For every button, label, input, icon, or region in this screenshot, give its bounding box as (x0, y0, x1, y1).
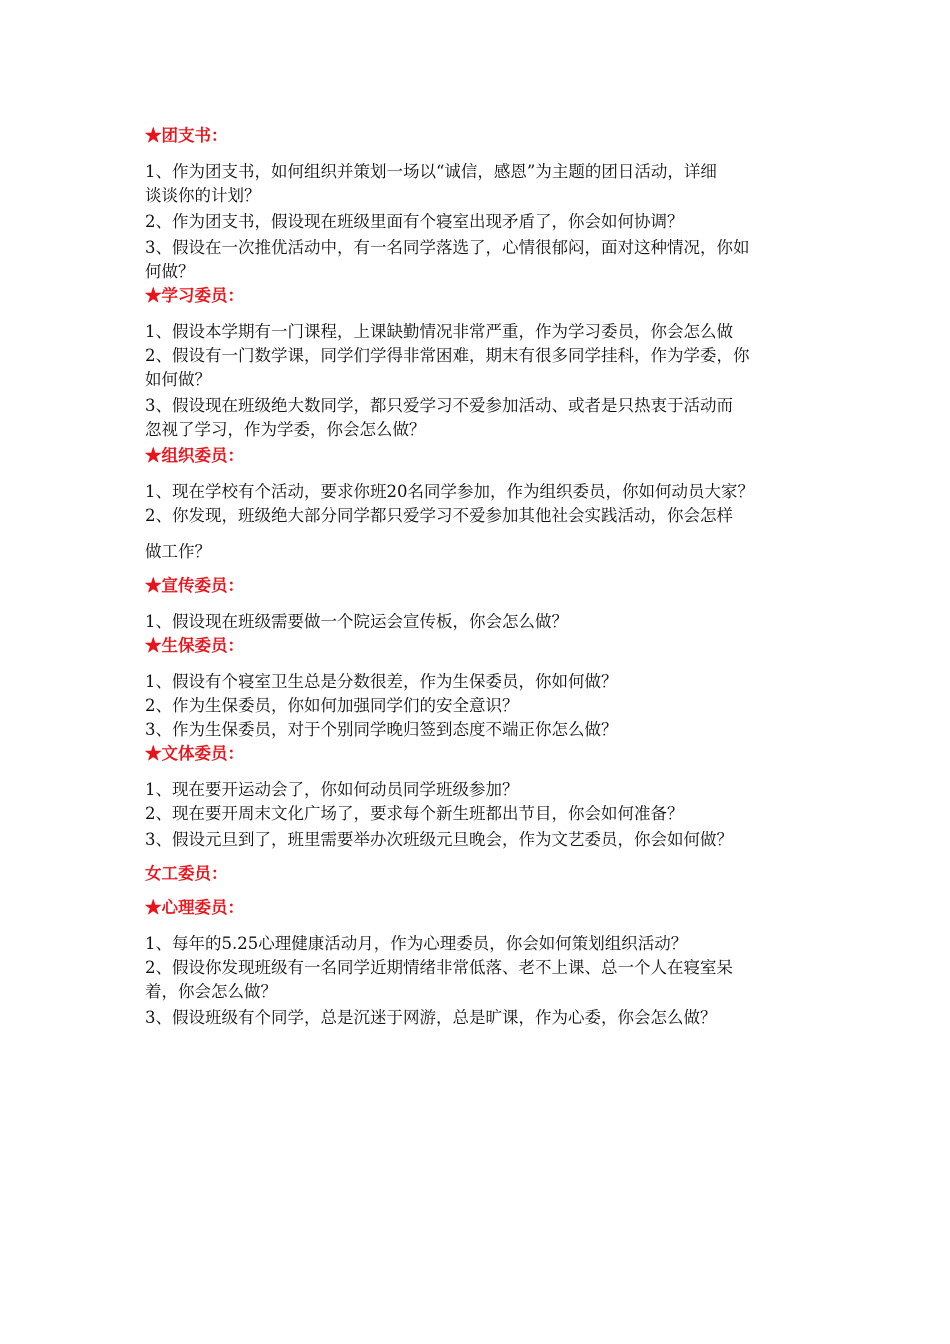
question-line: 2、作为团支书，假设现在班级里面有个寝室出现矛盾了，你会如何协调？ (145, 212, 684, 231)
section-heading-nvgong: 女工委员： (145, 864, 228, 883)
question-line: 3、假设元旦到了，班里需要举办次班级元旦晚会，作为文艺委员，你会如何做？ (145, 830, 733, 849)
question-line: 2、作为生保委员，你如何加强同学们的安全意识？ (145, 696, 519, 715)
question-line: 2、假设你发现班级有一名同学近期情绪非常低落、老不上课、总一个人在寝室呆 (145, 958, 733, 977)
question-line: 2、假设有一门数学课，同学们学得非常困难，期末有很多同学挂科，作为学委，你 (145, 346, 750, 365)
question-line: 2、你发现，班级绝大部分同学都只爱学习不爱参加其他社会实践活动，你会怎样 (145, 506, 733, 525)
question-line: 1、假设现在班级需要做一个院运会宣传板，你会怎么做？ (145, 612, 568, 631)
section-heading-xuanchuan: ★宣传委员： (145, 576, 244, 595)
question-line: 谈谈你的计划？ (145, 186, 261, 205)
question-line: 忽视了学习，作为学委，你会怎么做？ (145, 420, 426, 439)
section-heading-xuexi: ★学习委员： (145, 286, 244, 305)
question-line: 1、假设本学期有一门课程，上课缺勤情况非常严重，作为学习委员，你会怎么做 (145, 322, 733, 341)
question-line: 3、假设在一次推优活动中，有一名同学落选了，心情很郁闷，面对这种情况，你如 (145, 238, 750, 257)
question-line: 何做？ (145, 262, 195, 281)
question-line: 3、假设现在班级绝大数同学，都只爱学习不爱参加活动、或者是只热衷于活动而 (145, 396, 733, 415)
question-line: 3、假设班级有个同学，总是沉迷于网游，总是旷课，作为心委，你会怎么做？ (145, 1008, 717, 1027)
question-line: 2、现在要开周末文化广场了，要求每个新生班都出节目，你会如何准备？ (145, 804, 684, 823)
question-line: 如何做？ (145, 370, 211, 389)
question-line: 1、作为团支书，如何组织并策划一场以“诚信，感恩”为主题的团日活动，详细 (145, 162, 717, 181)
question-line: 1、现在要开运动会了，你如何动员同学班级参加？ (145, 780, 519, 799)
question-line: 3、作为生保委员，对于个别同学晚归签到态度不端正你怎么做？ (145, 720, 618, 739)
section-heading-wenti: ★文体委员： (145, 744, 244, 763)
question-line: 1、现在学校有个活动，要求你班20名同学参加，作为组织委员，你如何动员大家？ (145, 482, 754, 501)
question-line: 1、每年的5.25心理健康活动月，作为心理委员，你会如何策划组织活动？ (145, 934, 688, 953)
question-line: 做工作？ (145, 542, 211, 561)
section-heading-xinli: ★心理委员： (145, 898, 244, 917)
section-heading-shengbao: ★生保委员： (145, 636, 244, 655)
question-line: 1、假设有个寝室卫生总是分数很差，作为生保委员，你如何做？ (145, 672, 618, 691)
section-heading-tuanzhishu: ★团支书： (145, 126, 228, 145)
section-heading-zuzhi: ★组织委员： (145, 446, 244, 465)
question-line: 着，你会怎么做？ (145, 982, 277, 1001)
